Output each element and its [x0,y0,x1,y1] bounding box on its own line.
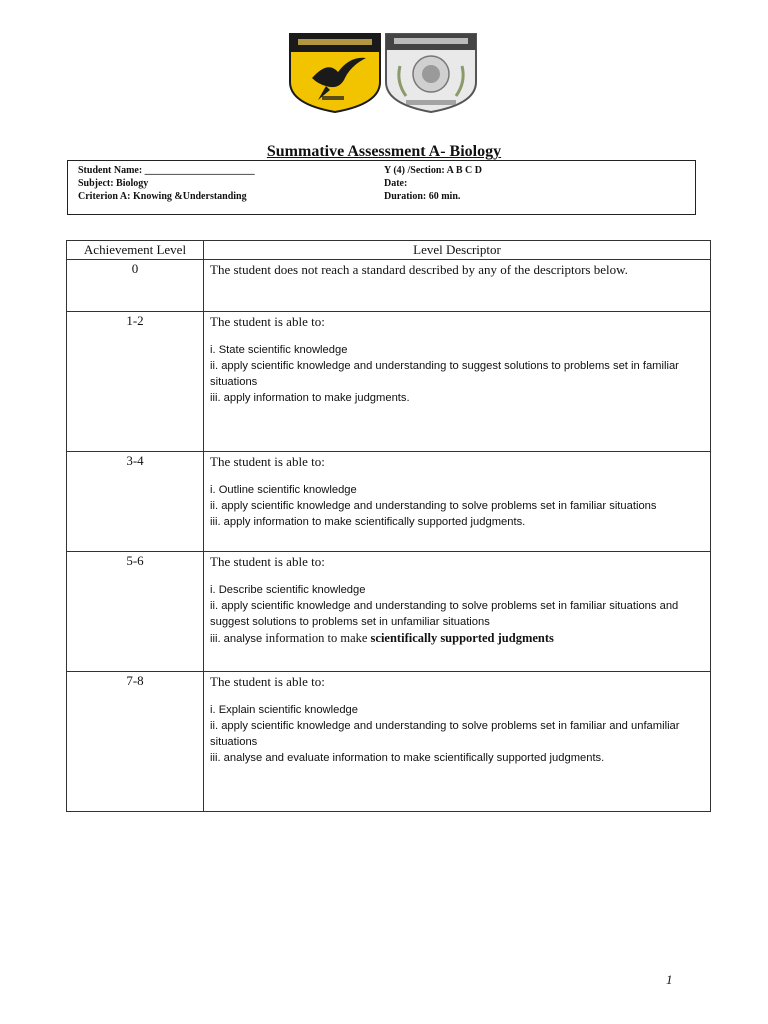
descriptor-item: ii. apply scientific knowledge and understanding to solve problems set in familiar situations [210,500,657,512]
rubric-table [66,240,711,812]
student-name-field: Student Name: ______________________ [78,165,255,176]
descriptor-item: ii. apply scientific knowledge and understanding to solve problems set in familiar situations and suggest solutions to problems set in unfamiliar situations [210,600,679,628]
descriptor-cell [204,672,711,812]
table-row [67,552,711,672]
school-logos [288,30,478,114]
date-label: Date: [384,178,408,189]
descriptor-item: i. State scientific knowledge [210,344,348,356]
student-info-box [67,160,696,215]
descriptor-cell [204,260,711,312]
level-cell: 3-4 [67,452,204,552]
year-section-label: Y (4) /Section: A B C D [384,165,482,176]
header-level-descriptor: Level Descriptor [204,241,711,260]
descriptor-cell [204,452,711,552]
descriptor-item: ii. apply scientific knowledge and understanding to suggest solutions to problems set in familiar situations [210,360,679,388]
descriptor-cell [204,552,711,672]
descriptor-item: iii. apply information to make scientifically supported judgments. [210,516,526,528]
table-row [67,672,711,812]
descriptor-item-part: scientifically supported judgments [370,631,554,645]
descriptor-item [210,630,704,647]
table-row [67,260,711,312]
descriptor-cell [204,312,711,452]
header-achievement-level: Achievement Level [67,241,204,260]
descriptor-item: i. Outline scientific knowledge [210,484,357,496]
descriptor-item: ii. apply scientific knowledge and understanding to solve problems set in familiar and unfamiliar situations [210,720,680,748]
table-row [67,312,711,452]
descriptor-intro: The student is able to: [210,314,325,329]
level-cell: 5-6 [67,552,204,672]
school-crest-logos [288,30,478,114]
descriptor-item: i. Describe scientific knowledge [210,584,366,596]
page-title: Summative Assessment A- Biology [266,143,502,160]
descriptor-item: iii. apply information to make judgments. [210,392,410,404]
subject-label: Subject: Biology [78,178,149,189]
level-cell: 1-2 [67,312,204,452]
level-cell: 0 [67,260,204,312]
table-row [67,452,711,552]
descriptor-item-part: iii. analyse [210,633,263,645]
level-cell: 7-8 [67,672,204,812]
descriptor-intro: The student is able to: [210,674,325,689]
descriptor-text: The student does not reach a standard described by any of the descriptors below. [210,262,628,277]
descriptor-item: iii. analyse and evaluate information to make scientifically supported judgments. [210,752,605,764]
descriptor-item: i. Explain scientific knowledge [210,704,358,716]
descriptor-item-part: information to make [262,631,371,645]
descriptor-intro: The student is able to: [210,454,325,469]
table-header-row [67,241,711,260]
descriptor-intro: The student is able to: [210,554,325,569]
page-number: 1 [666,972,673,987]
criterion-label: Criterion A: Knowing &Understanding [78,191,247,202]
duration-label: Duration: 60 min. [384,191,461,202]
